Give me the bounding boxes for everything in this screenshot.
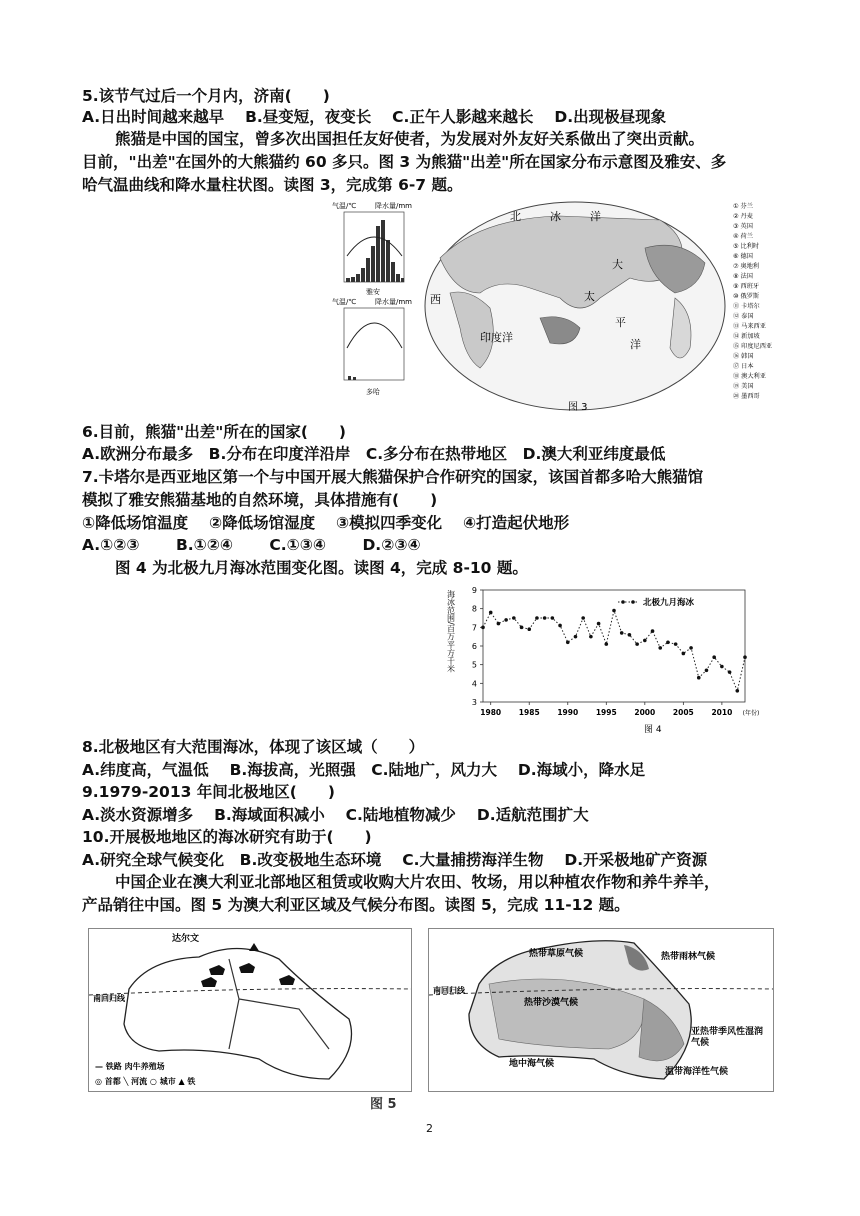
data-point: [712, 655, 716, 659]
data-point: [674, 642, 678, 646]
legend-item: ③ 英国: [733, 223, 753, 230]
q8-stem: 8.北极地区有大范围海冰，体现了该区域（ ）: [82, 738, 425, 756]
q10-options: A.研究全球气候变化 B.改变极地生态环境 C.大量捕捞海洋生物 D.开采极地矿产资源: [82, 851, 708, 869]
x-axis-label: (年份): [742, 710, 760, 717]
data-point: [728, 670, 732, 674]
para1-line3: 哈气温曲线和降水量柱状图。读图 3，完成第 6-7 题。: [82, 176, 463, 194]
para3-line1: 中国企业在澳大利亚北部地区租赁或收购大片农田、牧场，用以种植农作物和养牛养羊，: [115, 873, 720, 891]
data-point: [735, 689, 739, 693]
x-tick-label: 2005: [672, 708, 694, 717]
data-point: [497, 622, 501, 626]
q5-stem: 5.该节气过后一个月内，济南( ): [82, 87, 330, 105]
doha-label: 多哈: [366, 388, 380, 396]
x-tick-label: 2010: [711, 708, 733, 717]
legend-item: ⑨ 西班牙: [733, 283, 760, 290]
q6-options: A.欧洲分布最多 B.分布在印度洋沿岸 C.多分布在热带地区 D.澳大利亚纬度最低: [82, 445, 666, 463]
legend-item: ⑭ 新加坡: [733, 333, 760, 340]
data-point: [535, 616, 539, 620]
legend-item: ⑬ 马来西亚: [733, 323, 766, 330]
ocean-label-tai: 太: [584, 290, 595, 303]
data-point: [520, 626, 524, 630]
figure-3-legend: [733, 202, 772, 400]
data-point: [597, 622, 601, 626]
legend-item: ⑩ 俄罗斯: [733, 293, 760, 300]
legend-item: ⑮ 印度尼西亚: [733, 343, 773, 350]
data-point: [705, 668, 709, 672]
legend-item: ⑥ 德国: [733, 253, 753, 260]
data-point: [658, 646, 662, 650]
climate-desert: 热带沙漠气候: [524, 998, 579, 1008]
climate-savanna: 热带草原气候: [529, 949, 584, 959]
data-point: [643, 639, 647, 643]
legend-item: ⑱ 澳大利亚: [733, 373, 766, 380]
figure-3-drawing: [330, 198, 773, 418]
australia-climate-map: [429, 929, 773, 1091]
data-point: [512, 616, 516, 620]
ocean-label-yang1: 洋: [590, 210, 601, 223]
climate-subtropical-monsoon: 亚热带季风性湿润气候: [691, 1027, 764, 1048]
tropic-label-right: 南回归线: [433, 986, 465, 995]
ocean-label-indian: 印度洋: [480, 331, 513, 344]
ya-an-climate-chart: [332, 201, 412, 296]
tropic-label-left: 南回归线: [93, 994, 125, 1003]
legend-item: ① 芬兰: [733, 203, 753, 210]
sea-ice-chart: [445, 582, 760, 735]
q7-items: ①降低场馆温度 ②降低场馆湿度 ③模拟四季变化 ④打造起伏地形: [82, 514, 570, 532]
q7-stem-2: 模拟了雅安熊猫基地的自然环境，具体措施有( ): [82, 491, 438, 509]
y-tick-label: 9: [471, 586, 477, 595]
data-point: [527, 627, 531, 631]
legend-item: ⑫ 泰国: [733, 313, 754, 320]
data-point: [612, 609, 616, 613]
legend-item: ⑯ 韩国: [733, 353, 754, 360]
data-point: [697, 676, 701, 680]
figure-3: [330, 198, 773, 418]
legend-item: ⑧ 法国: [733, 273, 753, 280]
x-tick-label: 1980: [480, 708, 502, 717]
data-point: [574, 635, 578, 639]
data-point: [551, 616, 555, 620]
y-tick-label: 3: [471, 698, 477, 707]
figure-5-caption: 图 5: [370, 1097, 397, 1112]
y-tick-label: 8: [471, 604, 477, 614]
y-axis-label: 海冰范围/百万平方千米: [446, 590, 456, 673]
data-point: [543, 616, 547, 620]
legend-marker: [631, 600, 635, 604]
legend-line-2: ◎ 首都 ╲ 河流 ○ 城市 ▲ 铁: [95, 1077, 196, 1086]
ya-an-label: 雅安: [366, 288, 380, 296]
data-point: [620, 631, 624, 635]
darwin-label: 达尔文: [172, 934, 200, 944]
ocean-label-bing: 冰: [550, 210, 561, 223]
ocean-label-xi: 西: [430, 293, 441, 306]
x-tick-label: 1985: [518, 708, 540, 717]
legend-item: ⑰ 日本: [733, 363, 754, 370]
figure-5-left-map: [88, 928, 412, 1092]
ya-an-temp-axis-label: 气温/℃: [332, 202, 357, 210]
q9-options: A.淡水资源增多 B.海域面积减小 C.陆地植物减少 D.适航范围扩大: [82, 806, 589, 824]
data-point: [666, 640, 670, 644]
climate-mediterranean: 地中海气候: [509, 1059, 555, 1069]
legend-item: ⑤ 比利时: [733, 243, 760, 250]
para3-line2: 产品销往中国。图 5 为澳大利亚区域及气候分布图。读图 5，完成 11-12 题。: [82, 896, 630, 914]
australia-railway-map: [89, 929, 411, 1091]
y-tick-label: 4: [471, 679, 477, 689]
climate-temperate-marine: 温带海洋性气候: [665, 1067, 729, 1077]
data-point: [504, 618, 508, 622]
para1-line1: 熊猫是中国的国宝，曾多次出国担任友好使者，为发展对外友好关系做出了突出贡献。: [115, 130, 705, 148]
sea-ice-series-line: [483, 611, 745, 691]
q6-stem: 6.目前，熊猫"出差"所在的国家( ): [82, 423, 346, 441]
legend-item: ⑦ 奥地利: [733, 263, 760, 270]
ocean-label-ping: 平: [615, 316, 626, 329]
plot-frame: [483, 590, 745, 702]
x-tick-label: 1995: [595, 708, 617, 717]
data-point: [635, 642, 639, 646]
climate-rainforest: 热带雨林气候: [661, 952, 716, 962]
q9-stem: 9.1979-2013 年间北极地区( ): [82, 783, 335, 801]
ocean-label-bei: 北: [510, 210, 521, 223]
figure-3-caption: 图 3: [568, 402, 588, 413]
data-point: [743, 655, 747, 659]
q7-options: A.①②③ B.①②④ C.①③④ D.②③④: [82, 536, 421, 554]
page-number: 2: [426, 1122, 433, 1135]
q10-stem: 10.开展极地地区的海冰研究有助于( ): [82, 828, 372, 846]
para1-line2: 目前，"出差"在国外的大熊猫约 60 多只。图 3 为熊猫"出差"所在国家分布示意图及雅安、多: [82, 153, 727, 171]
q7-stem-1: 7.卡塔尔是西亚地区第一个与中国开展大熊猫保护合作研究的国家，该国首都多哈大熊猫馆: [82, 468, 704, 486]
data-point: [628, 633, 632, 637]
legend-line-1: — 铁路 肉牛养殖场: [95, 1062, 165, 1071]
q8-options: A.纬度高，气温低 B.海拔高，光照强 C.陆地广，风力大 D.海域小，降水足: [82, 761, 646, 779]
data-point: [566, 640, 570, 644]
data-point: [558, 624, 562, 628]
data-point: [651, 629, 655, 633]
data-point: [720, 665, 724, 669]
legend-item: ④ 荷兰: [733, 233, 753, 240]
data-point: [682, 652, 686, 656]
data-point: [689, 646, 693, 650]
legend-marker: [621, 600, 625, 604]
q5-options: A.日出时间越来越早 B.昼变短，夜变长 C.正午人影越来越长 D.出现极昼现象: [82, 108, 667, 126]
ya-an-precip-axis-label: 降水量/mm: [375, 202, 412, 210]
legend-item: ⑪ 卡塔尔: [733, 303, 760, 310]
y-tick-label: 6: [471, 642, 477, 651]
figure-5-right-map: [428, 928, 774, 1092]
legend-label: 北极九月海冰: [643, 598, 695, 608]
para2: 图 4 为北极九月海冰范围变化图。读图 4，完成 8-10 题。: [115, 559, 528, 577]
data-point: [604, 642, 608, 646]
doha-climate-chart: [332, 297, 412, 396]
y-tick-label: 5: [471, 660, 477, 670]
ocean-label-yang2: 洋: [630, 338, 641, 351]
y-tick-label: 7: [471, 623, 477, 633]
legend-item: ② 丹麦: [733, 213, 753, 220]
data-point: [589, 635, 593, 639]
data-point: [489, 611, 493, 615]
data-point: [581, 616, 585, 620]
doha-temp-axis-label: 气温/℃: [332, 298, 357, 306]
data-point: [481, 626, 485, 630]
x-tick-label: 1990: [557, 708, 579, 717]
legend-item: ⑲ 美国: [733, 383, 754, 390]
legend-item: ⑳ 墨西哥: [733, 393, 760, 400]
doha-precip-axis-label: 降水量/mm: [375, 298, 412, 306]
x-tick-label: 2000: [634, 708, 656, 717]
figure-4-caption: 图 4: [644, 725, 662, 735]
ocean-label-da: 大: [612, 258, 623, 271]
figure-4: [445, 582, 760, 735]
world-map: [425, 202, 725, 410]
